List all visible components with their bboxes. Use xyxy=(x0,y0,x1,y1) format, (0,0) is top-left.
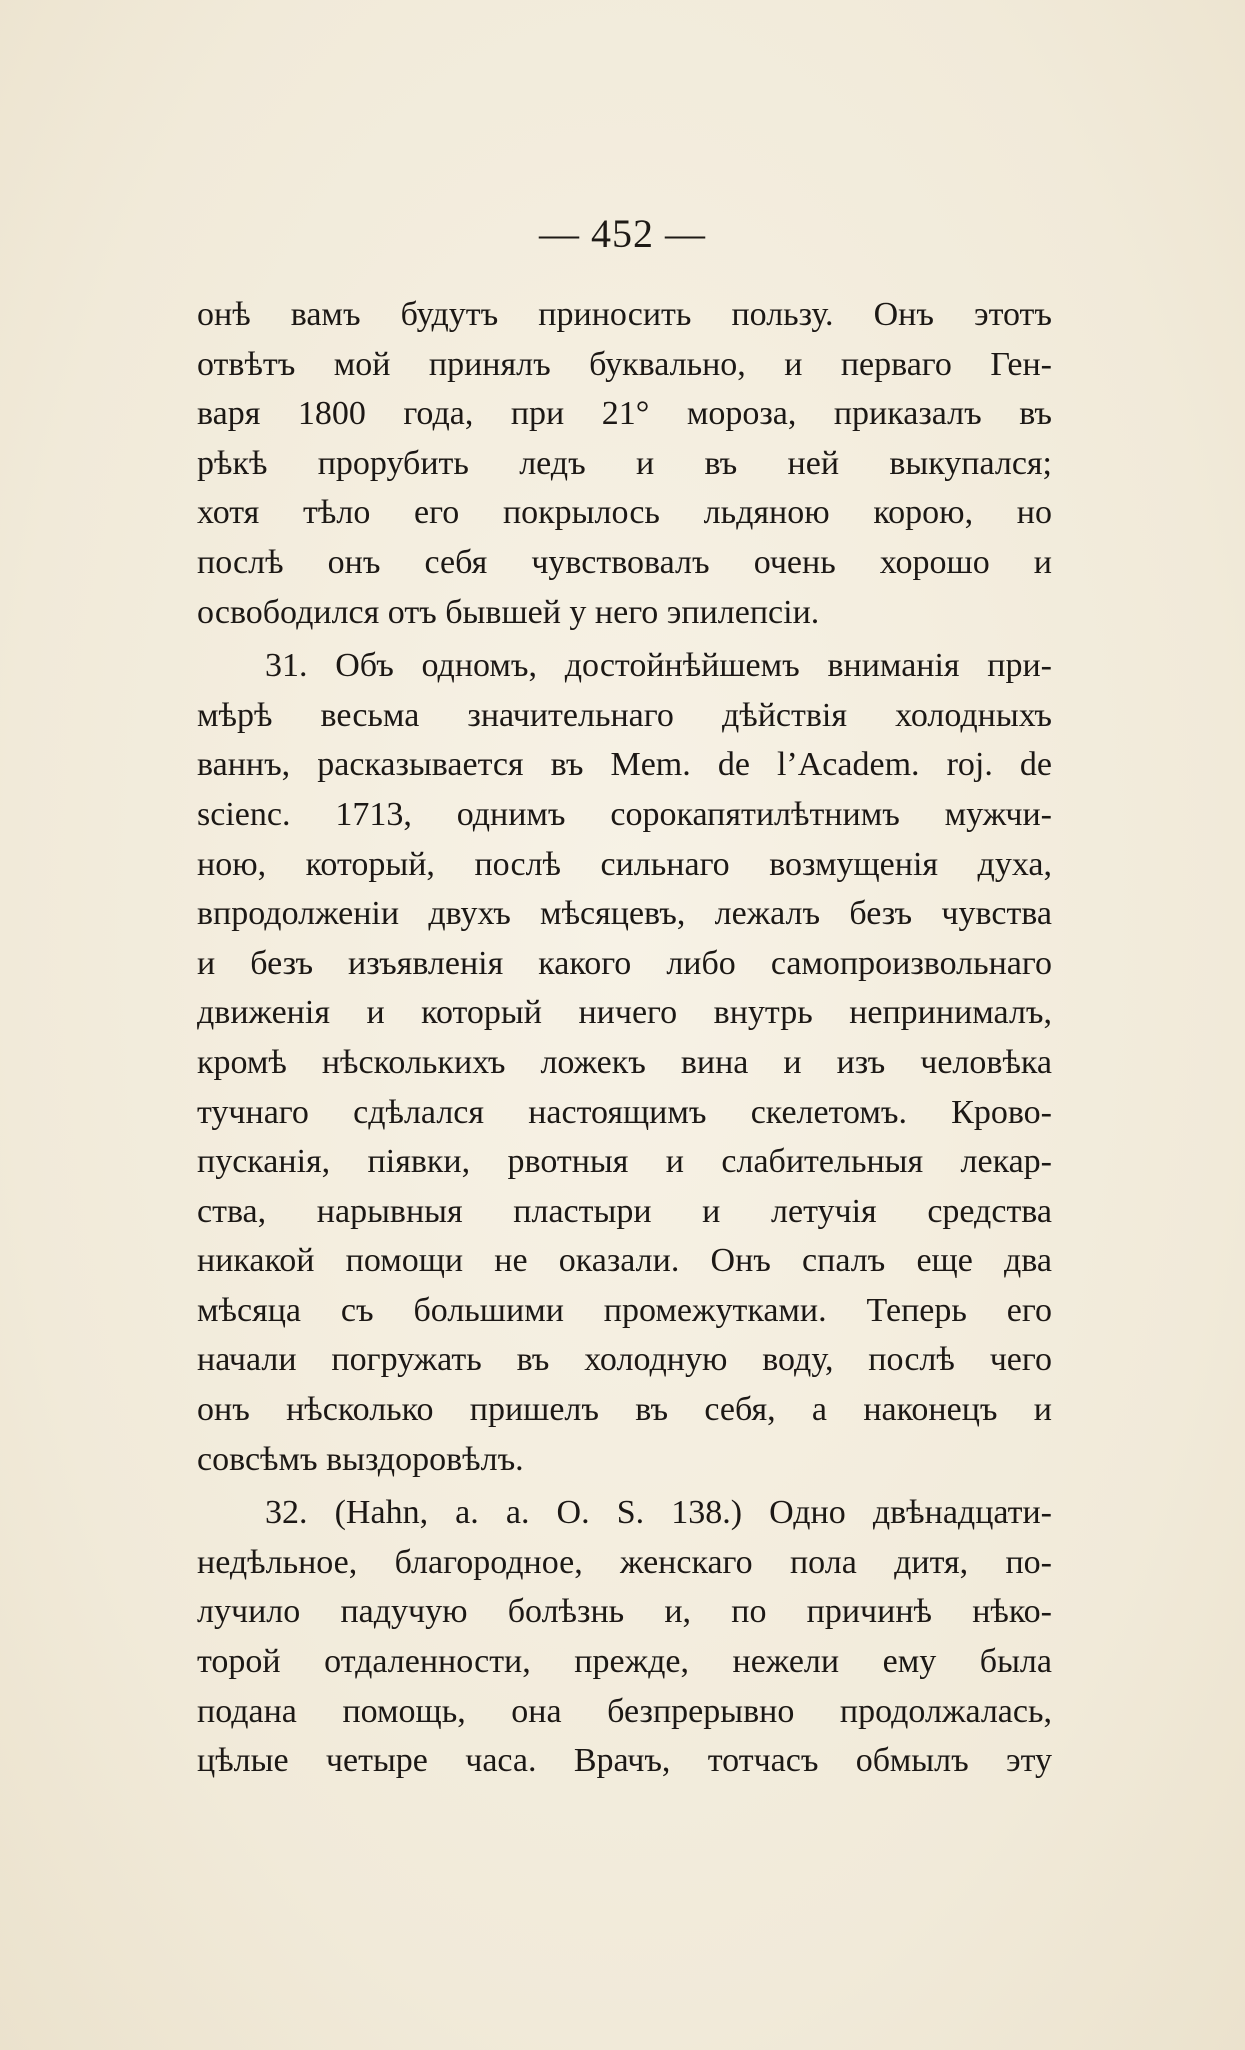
text-line: ваннъ, расказывается въ Mem. de l’Academ. roj. de xyxy=(197,746,1052,784)
text-line: цѣлые четыре часа. Врачъ, тотчасъ обмылъ эту xyxy=(197,1742,1052,1780)
body-text xyxy=(197,290,1052,1786)
text-line: рѣкѣ прорубить ледъ и въ ней выкупался; xyxy=(197,444,1052,482)
text-line: впродолженіи двухъ мѣсяцевъ, лежалъ безъ чувства xyxy=(197,895,1052,933)
text-line: начали погружать въ холодную воду, послѣ чего xyxy=(197,1341,1052,1379)
page-number: — 452 — xyxy=(539,211,706,256)
text-line: и безъ изъявленія какого либо самопроизвольнаго xyxy=(197,944,1052,982)
text-line: ства, нарывныя пластыри и летучія средства xyxy=(197,1192,1052,1230)
text-line: движенія и который ничего внутрь непринималъ, xyxy=(197,994,1052,1032)
text-line: подана помощь, она безпрерывно продолжалась, xyxy=(197,1692,1052,1730)
text-line: лучило падучую болѣзнь и, по причинѣ нѣко- xyxy=(197,1593,1052,1631)
paragraph-31 xyxy=(197,641,1052,1484)
text-line: ною, который, послѣ сильнаго возмущенія духа, xyxy=(197,845,1052,883)
text-line: мѣрѣ весьма значительнаго дѣйствія холодныхъ xyxy=(197,696,1052,734)
text-line: scienc. 1713, однимъ сорокапятилѣтнимъ мужчи- xyxy=(197,795,1052,833)
text-line: недѣльное, благородное, женскаго пола дитя, по- xyxy=(197,1543,1052,1581)
text-line: хотя тѣло его покрылось льдяною корою, но xyxy=(197,494,1052,532)
text-line: онѣ вамъ будутъ приносить пользу. Онъ этотъ xyxy=(197,296,1052,333)
text-line: пусканія, піявки, рвотныя и слабительныя лекар- xyxy=(197,1143,1052,1181)
text-line: мѣсяца съ большими промежутками. Теперь его xyxy=(197,1291,1052,1329)
text-line: 32. (Hahn, a. a. O. S. 138.) Одно двѣнадцати- xyxy=(265,1494,1052,1532)
text-line: торой отдаленности, прежде, нежели ему была xyxy=(197,1643,1052,1681)
text-line: варя 1800 года, при 21° мороза, приказалъ въ xyxy=(197,395,1052,433)
text-line: тучнаго сдѣлался настоящимъ скелетомъ. Крово- xyxy=(197,1093,1052,1131)
text-line: онъ нѣсколько пришелъ въ себя, а наконецъ и xyxy=(197,1391,1052,1429)
text-line: отвѣтъ мой принялъ буквально, и перваго Ген- xyxy=(197,345,1052,383)
text-line: освободился отъ бывшей у него эпилепсіи. xyxy=(197,593,820,631)
text-line: послѣ онъ себя чувствовалъ очень хорошо и xyxy=(197,543,1052,581)
text-line: кромѣ нѣсколькихъ ложекъ вина и изъ человѣка xyxy=(197,1043,1052,1081)
text-line: совсѣмъ выздоровѣлъ. xyxy=(197,1440,524,1478)
paragraph-continuation xyxy=(197,290,1052,637)
text-line: 31. Объ одномъ, достойнѣйшемъ вниманія при- xyxy=(265,647,1052,685)
text-line: никакой помощи не оказали. Онъ спалъ еще два xyxy=(197,1242,1052,1280)
paragraph-32 xyxy=(197,1488,1052,1786)
